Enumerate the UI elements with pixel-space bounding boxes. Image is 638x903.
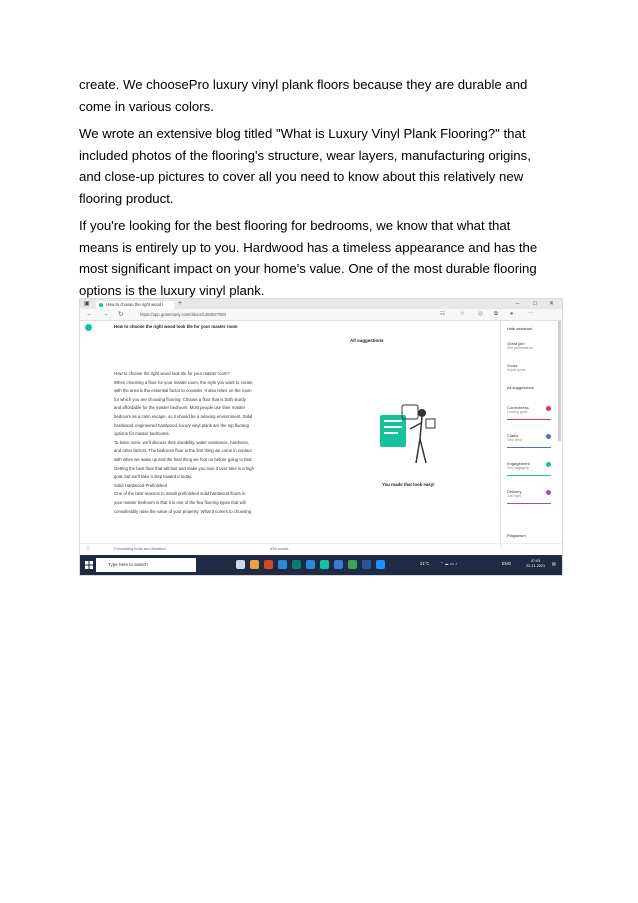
category-sub: Very clear [507,438,523,442]
document-line: options for master bedrooms. [114,431,170,437]
great-job-card [507,341,533,350]
taskbar-app-icon [334,560,343,569]
category-underline [507,475,551,476]
system-clock [526,559,545,569]
tray-icons: ⌃ ☁ ▭ ♪ [440,561,458,566]
taskbar-app-icon [306,560,315,569]
browser-tab-bar [80,299,562,309]
category-underline [507,503,551,504]
taskbar-app-icon [362,560,371,569]
success-message: You made that look easy! [382,482,435,487]
category-sub: Looking good [507,410,528,414]
document-line: bedroom as a calm escape, so it should be a relaxing environment. Solid [114,413,253,419]
category-dot-icon [546,434,551,439]
goals-label: Goals [507,363,518,368]
back-icon: ← [86,311,93,318]
new-tab-icon: + [178,300,183,307]
address-bar [80,309,562,321]
taskbar-app-icon [376,560,385,569]
close-icon: ✕ [549,301,555,307]
document-header [80,321,480,334]
taskbar-app-icon [250,560,259,569]
document-line: When choosing a floor for your master room, the style you want to create [114,379,253,385]
scrollbar [558,321,561,441]
document-line: for which you are choosing flooring. Choose a floor that is both sturdy [114,396,246,402]
text-line: If you're looking for the best flooring for bedrooms, we know that what that [79,218,511,233]
document-line: with when we wake up and the final thing we foot on before going to bed. [114,456,253,462]
category-dot-icon [546,462,551,467]
help-icon: ⓘ [86,546,90,551]
text-line: We wrote an extensive blog titled "What is Luxury Vinyl Plank Flooring?" that [79,126,526,141]
category-label: Clarity [507,433,519,438]
category-label: Correctness [507,405,529,410]
language-indicator: ENG [502,561,512,566]
document-line: and other factors. The bedroom floor is the first thing we come in contact [114,448,252,454]
favorite-icon: ☆ [460,311,465,317]
forward-icon: → [102,311,109,318]
text-line: included photos of the flooring's structure, wear layers, manufacturing origins, [79,147,531,163]
category-item [507,461,530,470]
clock-time: 07:03 [530,559,541,563]
category-item [507,489,521,498]
category-item [507,433,522,442]
paragraph-1 [79,74,562,117]
window-menu-icon: ▣ [84,301,90,307]
document-line: with the area is the essential factor to consider. It also relies on the room [114,388,252,394]
paragraph-2 [79,123,562,209]
category-item [507,405,529,414]
collections-icon: ⧉ [494,311,498,317]
document-line: goal, but we'll take a step toward it today. [114,474,193,480]
document-title: How to choose the right wood look tile for your master room [114,324,238,329]
taskbar-search-text: Type here to search [108,562,148,567]
grammarly-logo-icon [85,324,92,331]
paragraph-3 [79,215,562,301]
goals-sub: Adjust goals [507,368,526,372]
reload-icon: ↻ [118,311,124,318]
category-dot-icon [546,406,551,411]
document-line: Solid Hardwood Prefinished [114,482,168,488]
document-line: How to choose the right wood look tile for your master room? [114,371,230,376]
word-count: 636 words [270,546,289,551]
settings-more-icon: ⋯ [528,311,534,317]
great-job-label: Great job! [507,341,525,346]
tab-title: How to choose the right wood l [106,302,164,307]
category-sub: Very engaging [507,466,529,470]
text-line: options is the luxury vinyl plank. [79,282,265,298]
plagiarism-button: Plagiarism [507,533,526,538]
notification-icon: ▤ [552,561,556,566]
category-underline [507,447,551,448]
document-line: considerably raise the value of your property. What it comes to choosing [114,508,252,514]
taskbar-app-icon [320,560,329,569]
category-underline [507,419,551,420]
assistant-sidebar [500,321,555,549]
text-line: most significant impact on your home's value. One of the most durable flooring [79,261,537,276]
weather-temperature: 21°C [420,561,430,566]
all-suggestions-heading: All suggestions [350,338,384,343]
document-line: To learn more, we'll discuss their durability, water resistance, hardness, [114,439,249,445]
url-field: https://app.grammarly.com/ddocs/1383827083 [140,312,227,317]
text-line: flooring product. [79,190,174,206]
all-suggestions-tab: All suggestions [507,385,534,390]
category-label: Engagement [507,461,530,466]
document-body [114,370,344,516]
hide-assistant-button: Hide assistant [507,326,533,331]
maximize-icon: □ [533,301,537,307]
extension-icon: ◎ [478,311,483,317]
text-line: means is entirely up to you. Hardwood has a timeless appearance and has the [79,239,538,255]
clock-date: 22-11-2021 [526,564,546,568]
category-sub: Just right [507,494,521,498]
goals-card [507,363,525,372]
taskbar-app-icon [292,560,301,569]
category-dot-icon [546,490,551,495]
taskbar-app-icon [278,560,287,569]
status-bar [80,543,562,555]
text-line: come in various colors. [79,98,214,114]
taskbar-search-box [96,558,196,572]
text-line: create. We choosePro luxury vinyl plank floors because they are durable and [79,77,528,92]
taskbar-app-icon [264,560,273,569]
text-line: and close-up pictures to cover all you need to know about this relatively new [79,169,524,184]
reader-icon: ☷ [440,311,445,317]
grammarly-favicon-icon [99,303,103,307]
formatting-status: Formatting tools are disabled [114,546,166,551]
profile-icon: ● [510,311,514,317]
document-line: Getting the best floor that will last and make you love it over time is a high [114,465,254,471]
windows-taskbar [80,555,562,575]
browser-tab [96,301,174,309]
taskbar-app-icon [348,560,357,569]
great-job-sub: See performance [507,346,534,350]
document-line: and affordable for the master bedroom. Most people use their master [114,405,246,411]
document-line: One of the best reasons to install prefinished solid hardwood floors in [114,491,246,497]
windows-start-icon [85,561,93,569]
document-line: hardwood, engineered hardwood, luxury vinyl plank are the top flooring [114,422,249,428]
embedded-screenshot [79,298,563,576]
category-label: Delivery [507,489,522,494]
minimize-icon: – [516,301,520,307]
document-line: your master bedroom is that it is one of the few flooring types that will [114,499,246,505]
taskbar-app-icon [236,560,245,569]
illustration-icon [372,399,442,469]
